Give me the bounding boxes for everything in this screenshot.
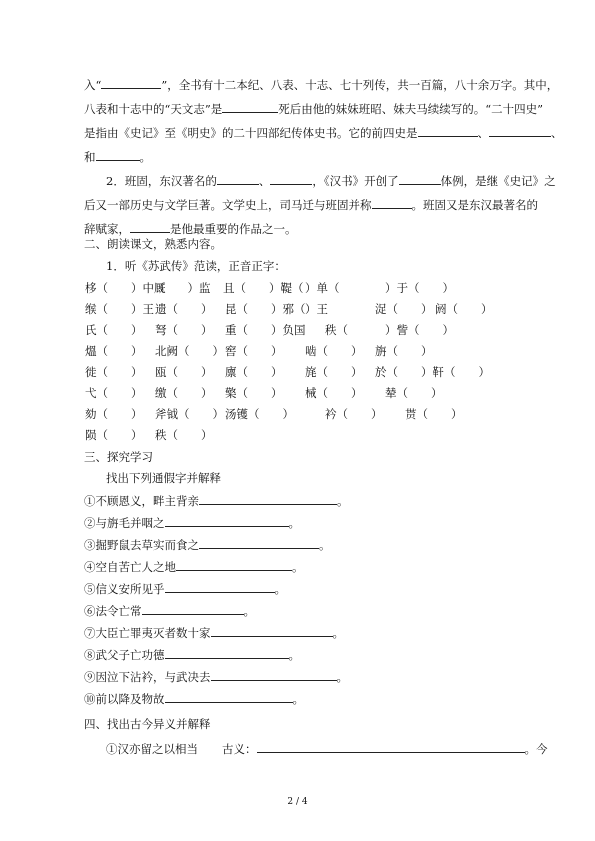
answer-blank[interactable] bbox=[165, 646, 289, 659]
answer-blank[interactable] bbox=[96, 148, 140, 161]
intro-line-2 bbox=[84, 100, 543, 117]
pinyin-cell: 弋（ ） bbox=[85, 386, 143, 400]
item-text: ①不顾恩义，畔主背亲 bbox=[84, 494, 199, 508]
pinyin-cell: 秩（ bbox=[325, 323, 348, 337]
item-end: 。 bbox=[292, 692, 304, 706]
text: 后又一部历史与文学巨著。文学史上，司马迁与班固并称 bbox=[84, 198, 372, 212]
section2-subheading: 1．听《苏武传》范读，正音正字： bbox=[106, 259, 286, 273]
item-text: ③掘野鼠去草实而食之 bbox=[84, 538, 199, 552]
text: 八表和十志中的“天文志”是 bbox=[84, 102, 223, 116]
pinyin-cell: 且（ ）鞮（ bbox=[223, 281, 304, 295]
text: 。 bbox=[139, 150, 151, 164]
text: 是指由《史记》至《明史》的二十四部纪传体史书。它的前四史是 bbox=[84, 126, 418, 140]
answer-blank[interactable] bbox=[257, 740, 525, 753]
section3-heading: 三、探究学习 bbox=[84, 450, 153, 464]
section2-heading: 二、朗读课文，熟悉内容。 bbox=[84, 237, 222, 251]
intro-line-1 bbox=[84, 76, 558, 93]
pinyin-cell: 贳（ ） bbox=[405, 407, 463, 421]
item-end: 。 bbox=[288, 648, 300, 662]
pinyin-cell: ）王 bbox=[305, 302, 328, 316]
page-number: 2 / 4 bbox=[287, 797, 308, 807]
item-text: ⑦大臣亡罪夷灭者数十家 bbox=[84, 626, 211, 640]
pinyin-cell: ）单（ bbox=[305, 281, 340, 295]
pinyin-cell: 缑（ ）王 bbox=[85, 302, 154, 316]
pinyin-cell: 陨（ ） bbox=[85, 428, 143, 442]
text: 是他最重要的作品之一。 bbox=[170, 222, 297, 236]
pinyin-cell: 械（ ） bbox=[305, 386, 363, 400]
text: 、 bbox=[477, 126, 489, 140]
intro-line-3 bbox=[84, 124, 563, 141]
item-text: ⑤信义安所见乎 bbox=[84, 582, 165, 596]
tongjia-item bbox=[84, 536, 331, 553]
item-text: ⑨因泣下沾衿，与武决去 bbox=[84, 670, 211, 684]
answer-blank[interactable] bbox=[130, 220, 170, 233]
answer-blank[interactable] bbox=[165, 514, 289, 527]
text: 、 bbox=[258, 174, 271, 188]
pinyin-cell: 辇（ ） bbox=[385, 386, 443, 400]
tongjia-item bbox=[84, 602, 255, 619]
text: 。班固又是东汉最著名的 bbox=[411, 198, 538, 212]
text: 辞赋家， bbox=[84, 222, 130, 236]
pinyin-cell: 栘（ ）中厩 bbox=[85, 281, 166, 295]
pinyin-cell: 旃（ ） bbox=[375, 344, 433, 358]
pinyin-cell: 熅（ ） bbox=[85, 344, 143, 358]
pinyin-cell: 弩（ ） bbox=[155, 323, 213, 337]
pinyin-cell: 衿（ ） bbox=[325, 407, 383, 421]
tongjia-item bbox=[84, 492, 349, 509]
text: 和 bbox=[84, 150, 96, 164]
pinyin-cell: 北阙（ ） bbox=[155, 344, 224, 358]
item-end: 。 bbox=[292, 560, 304, 574]
tongjia-item bbox=[84, 514, 300, 531]
text: 体例，是继《史记》之 bbox=[440, 174, 556, 188]
pinyin-cell: 於（ ）靬（ ） bbox=[375, 365, 490, 379]
text: 2．班固，东汉著名的 bbox=[106, 174, 217, 188]
pinyin-cell: 秩（ ） bbox=[155, 428, 213, 442]
section3-subheading: 找出下列通假字并解释 bbox=[106, 471, 221, 485]
answer-blank[interactable] bbox=[270, 172, 312, 185]
tongjia-item bbox=[84, 668, 348, 685]
tongjia-item bbox=[84, 580, 286, 597]
answer-blank[interactable] bbox=[199, 492, 337, 505]
answer-blank[interactable] bbox=[222, 100, 278, 113]
pinyin-cell: 缴（ ） bbox=[155, 386, 213, 400]
section4-item-1 bbox=[106, 740, 548, 757]
answer-blank[interactable] bbox=[165, 690, 293, 703]
pinyin-cell: 徙（ ） bbox=[85, 365, 143, 379]
pinyin-cell: 汤镬（ ） bbox=[225, 407, 294, 421]
item-end: 。 bbox=[332, 626, 344, 640]
answer-blank[interactable] bbox=[199, 536, 319, 549]
item2-line-1 bbox=[106, 172, 556, 189]
pinyin-cell: 浞（ ） bbox=[375, 302, 433, 316]
pinyin-cell: 旄（ ） bbox=[305, 365, 363, 379]
answer-blank[interactable] bbox=[372, 196, 412, 209]
text: 、 bbox=[551, 126, 563, 140]
tongjia-item bbox=[84, 558, 304, 575]
item-end: 。 bbox=[288, 516, 300, 530]
item-end: 。 bbox=[319, 538, 331, 552]
pinyin-cell: ）于（ ） bbox=[385, 281, 454, 295]
item-end: 。 bbox=[336, 670, 348, 684]
answer-blank[interactable] bbox=[165, 580, 275, 593]
item-text: ⑧武父子亡功德 bbox=[84, 648, 165, 662]
answer-blank[interactable] bbox=[211, 624, 333, 637]
item-end: 。 bbox=[337, 494, 349, 508]
pinyin-cell: 氏（ ） bbox=[85, 323, 143, 337]
pinyin-cell: 廪（ ） bbox=[225, 365, 283, 379]
pinyin-cell: 斧钺（ ） bbox=[155, 407, 224, 421]
tongjia-item bbox=[84, 690, 304, 707]
tongjia-item bbox=[84, 624, 344, 641]
item2-line-2 bbox=[84, 196, 538, 213]
answer-blank[interactable] bbox=[211, 668, 337, 681]
section4-heading: 四、找出古今异义并解释 bbox=[84, 717, 211, 731]
pinyin-cell: 劾（ ） bbox=[85, 407, 143, 421]
pinyin-cell: （ ）监 bbox=[153, 281, 211, 295]
text: ”，全书有十二本纪、八表、十志、七十列传，共一百篇，八十余万字。其中， bbox=[161, 78, 559, 92]
item2-line-3 bbox=[84, 220, 297, 237]
pinyin-cell: 窖（ ） bbox=[225, 344, 283, 358]
pinyin-cell: 阏（ ） bbox=[435, 302, 493, 316]
answer-blank[interactable] bbox=[142, 602, 244, 615]
pinyin-cell: 啮（ ） bbox=[305, 344, 363, 358]
text: 入“ bbox=[84, 78, 102, 92]
item-text: ⑥法令亡常 bbox=[84, 604, 142, 618]
pinyin-cell: 遗（ ） bbox=[155, 302, 213, 316]
answer-blank[interactable] bbox=[489, 124, 551, 137]
answer-blank[interactable] bbox=[418, 124, 478, 137]
answer-blank[interactable] bbox=[101, 76, 161, 89]
pinyin-cell: 重（ ）负国 bbox=[225, 323, 306, 337]
tongjia-item bbox=[84, 646, 300, 663]
text: 古义： bbox=[222, 742, 257, 756]
pinyin-cell: ）訾（ ） bbox=[385, 323, 454, 337]
item-text: ④空自苦亡人之地 bbox=[84, 560, 176, 574]
text: 死后由他的妹妹班昭、妹夫马续续写的。“二十四史” bbox=[278, 102, 544, 116]
pinyin-cell: 昆（ ）邪（ bbox=[225, 302, 306, 316]
item-text: ②与旃毛并咽之 bbox=[84, 516, 165, 530]
intro-line-4 bbox=[84, 148, 151, 165]
text: ，《汉书》开创了 bbox=[312, 174, 399, 188]
item-text: ⑩前以降及物故 bbox=[84, 692, 165, 706]
text: 。今 bbox=[524, 742, 548, 756]
pinyin-cell: 檠（ ） bbox=[225, 386, 283, 400]
item-end: 。 bbox=[243, 604, 255, 618]
item-end: 。 bbox=[274, 582, 286, 596]
answer-blank[interactable] bbox=[399, 172, 441, 185]
answer-blank[interactable] bbox=[217, 172, 259, 185]
pinyin-cell: 瓯（ ） bbox=[155, 365, 213, 379]
answer-blank[interactable] bbox=[176, 558, 292, 571]
text: ①汉亦留之以相当 bbox=[106, 742, 198, 756]
